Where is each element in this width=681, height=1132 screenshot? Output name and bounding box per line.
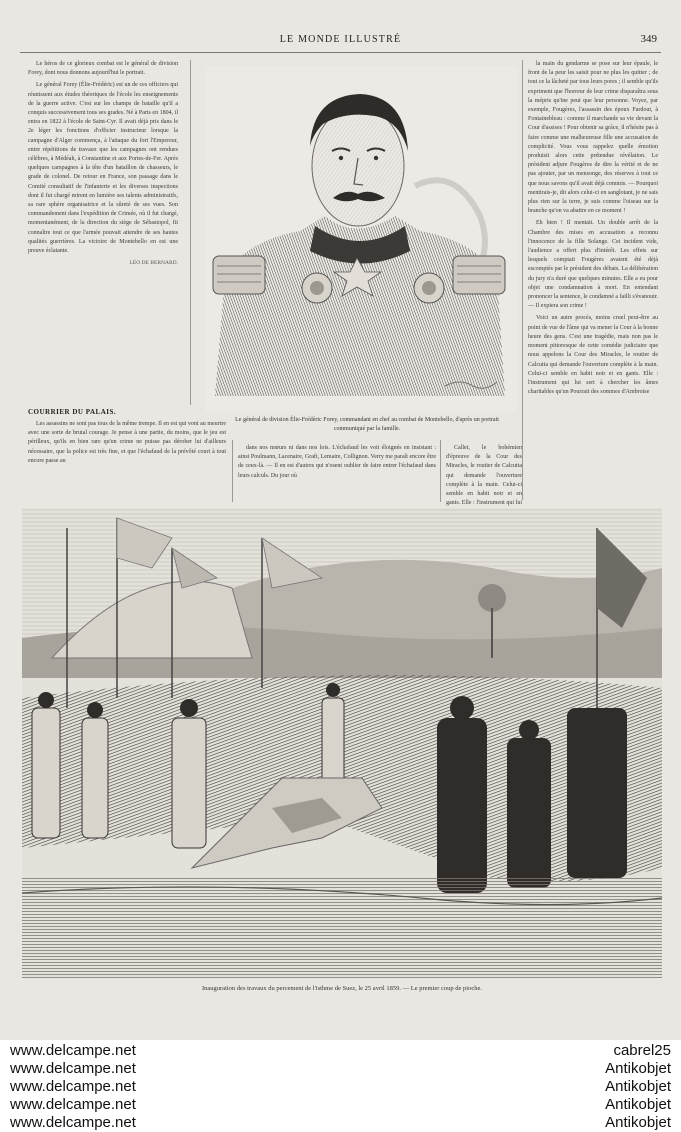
middle-paragraph: dans nos mœurs ni dans nos lois. L'échafaud les voit éloignés en insistant : ainsi Poulmann, Lacenaire, Graft, Lemaire, Collignon. Verry me paraît encore être de ceux-là. — Il en est d'autres qui n'osent oublier de faire entrer l'échafaud dans leurs calculs. Du jour où: [238, 445, 436, 479]
portrait-caption: Le général de division Élie-Frédéric Forey, commandant en chef au combat de Montebello, d'après un portrait communiqué par la famille.: [235, 417, 499, 432]
watermark-right: cabrel25: [613, 1042, 671, 1059]
article-signature: LÉO DE BERNARD.: [129, 260, 178, 267]
general-portrait-engraving: [205, 66, 517, 411]
bottom-middle-paragraph: Callet, le bohémien d'épreuve de la Cour des Miracles, le routier de Calcutta qui demande l'ouverture complète à la main. Celui-ci semble en habit noir et en gants. Elle : l'instrument qui lui: [446, 445, 522, 507]
right-paragraph: Voici un autre procès, moins cruel peut-être au point de vue de l'âme qui va mener la Cour à la bonne heure des gens. C'est une tragédie, mais non pas le moment pittoresque de cette comédie judiciaire que nous appelons la Cour des Miracles, le routier de Calcutta qui demande l'ouverture complète à la main. Celui-ci semble en habit noir et en gants. Elle : l'instrument qui lui sert à chercher les âmes charitables qu'un Pourrait des sommes d'Ambroise: [528, 315, 658, 396]
portrait-illustration: [205, 66, 517, 411]
column-rule: [232, 440, 233, 502]
page-number: 349: [640, 33, 657, 45]
column-rule: [440, 440, 441, 502]
column-rule: [522, 60, 523, 500]
watermark-strip: [0, 1040, 681, 1131]
ceremony-illustration: [22, 508, 662, 978]
suez-ceremony-engraving: [22, 508, 662, 978]
biography-column: [28, 60, 178, 400]
masthead-title: LE MONDE ILLUSTRÉ: [279, 34, 402, 45]
watermark-right: Antikobjet: [605, 1078, 671, 1095]
biography-paragraph: Le héros de ce glorieux combat est le général de division Forey, dont nous donnons aujourd'hui le portrait.: [28, 61, 178, 77]
biography-paragraph: Le général Forey (Élie-Frédéric) est un de ces officiers qui réunissent aux études théoriques de l'école les enseignements de la guerre active. C'est sur les champs de bataille qu'il a conquis successivement tous ses grades. Né à Paris en 1804, il entra en 1822 à l'école de Saint-Cyr. Il avait déjà pris dans le 2e léger les fonctions d'officier instructeur lorsque la campagne d'Alger commença, à l'attaque du fort l'Empereur, entre répétitions de travaux que les campagnes ont rendues célèbres, à Médéah, à Constantine et aux Portes-de-Fer. Après quelques campagnes à la tête d'un bataillon de chasseurs, le grade de colonel. De retour en France, son passage dans le Comité consultatif de l'infanterie et les diverses inspections dont il fut chargé mirent en lumière ses talents administratifs, sa rare sphère organisatrice et la sûreté de ses vues. Son commandement dans l'expédition de Crimée, où il fut chargé, momentanément, de la direction du siège de Sébastopol, fit connaître tout ce que l'armée pouvait attendre de ses hautes qualités guerrières. La victoire de Montebello en est une preuve éclatante.: [28, 82, 178, 255]
watermark-left: www.delcampe.net: [10, 1078, 136, 1095]
right-column: [528, 60, 658, 502]
watermark-left: www.delcampe.net: [10, 1060, 136, 1077]
watermark-right: Antikobjet: [605, 1096, 671, 1113]
courrier-paragraph: Les assassins ne sont pas tous de la même trempe. Il en est qui vont au meurtre avec une sorte de brutal courage. Je pense à une partie, du moins, que le jeu est périlleux, qu'ils en bien rare qu'un crime ne puisse pas dérober lui d'ailleurs nécessaire, que la police est très fine, et que l'échafaud de la prévôté court à tout encore passe au: [28, 421, 226, 464]
page-header: [20, 28, 661, 53]
bottom-middle-column: [446, 444, 522, 507]
engraving-caption: Inauguration des travaux du percement de l'isthme de Suez, le 25 avril 1859. — Le premier coup de pioche.: [201, 985, 483, 992]
right-paragraph: Eh bien ! Il mentait. Un double arrêt de la Chambre des mises en accusation a reconnu l'innocence de la fille Solange. Cet incident vide, l'audience a offert plus d'intérêt. Les effets sur lesquels comptait Fougères avaient été déjà escomptés par le président des débats. La délibération du jury n'a duré que quelques minutes. Elle a eu pour objet une condamnation à mort. En entendant prononcer la sentence, le condamné a failli s'évanouir. — Il expiera son crime !: [528, 220, 658, 310]
watermark-left: www.delcampe.net: [10, 1114, 136, 1131]
watermark-left: www.delcampe.net: [10, 1042, 136, 1059]
middle-column: [238, 444, 436, 502]
column-rule: [190, 60, 191, 405]
right-paragraph: la main du gendarme se pose sur leur épaule, le front de la peur les saisit pour ne plus les quitter ; de tout ce la lâcheté par tous leurs pores ; il semble qu'ils expriment que l'horreur de leur crime disparaîtra sous la mépris qu'ine peut que leur personne. Voyez, par exemple, Fougères, l'assassin des époux Fardout, à Fontainebleau : comme il marchande sa vie devant la Cour d'assises ! Pour obtenir sa grâce, il n'hésite pas à faire comme une malheureuse fille une accusation de complicité. Vous vous rappelez quelle émotion produisit alors cette prétendue révélation. Le président adjure Fougères de dire la vérité et de ne pas ajouter, par un mensonge, des réserves à tout ce que nous savons qu'il avait déjà commis. — Pourquoi mentirais-je, dit alors celui-ci en sanglotant, je ne sais plus rien sur la terre, je suis comme l'oiseau sur la branche qu'on va abattre en ce moment !: [528, 61, 658, 215]
section-heading: COURRIER DU PALAIS.: [28, 408, 117, 416]
courrier-column: [28, 420, 226, 502]
watermark-right: Antikobjet: [605, 1114, 671, 1131]
watermark-right: Antikobjet: [605, 1060, 671, 1077]
watermark-left: www.delcampe.net: [10, 1096, 136, 1113]
